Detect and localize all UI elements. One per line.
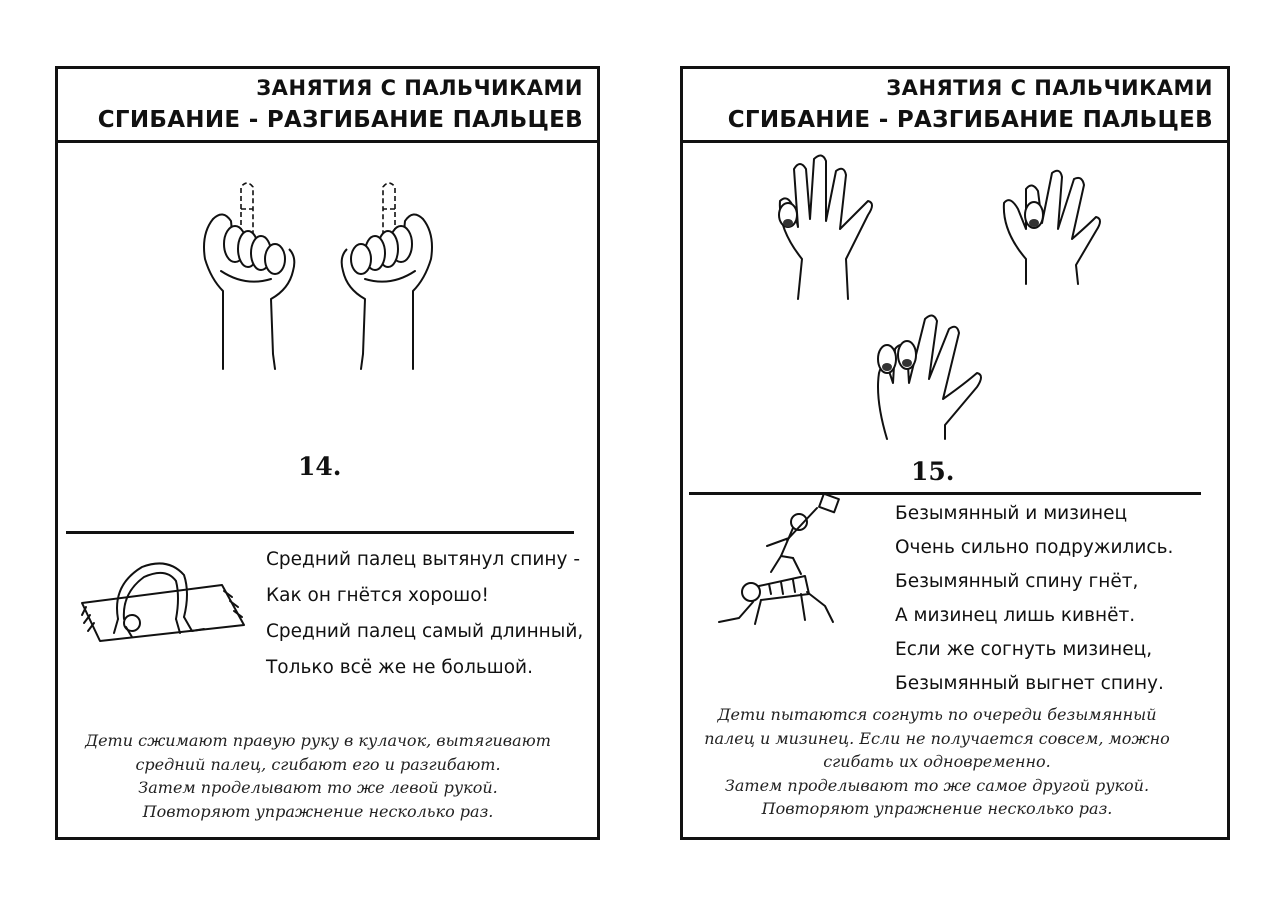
instruction-line: средний палец, сгибают его и разгибают. <box>135 754 501 774</box>
poem-line: Безымянный спину гнёт, <box>895 571 1139 592</box>
card-header <box>58 69 597 143</box>
right-fist-icon <box>342 183 432 369</box>
open-hand-icon <box>878 315 981 439</box>
poem-line: Как он гнётся хорошо! <box>266 585 489 606</box>
poem-line: А мизинец лишь кивнёт. <box>895 605 1136 626</box>
header-subtitle: СГИБАНИЕ - РАЗГИБАНИЕ ПАЛЬЦЕВ <box>727 107 1213 133</box>
instruction-text <box>58 729 578 823</box>
card-header <box>683 69 1227 143</box>
poem-line: Средний палец самый длинный, <box>266 621 584 642</box>
instruction-line: Повторяют упражнение несколько раз. <box>761 799 1113 818</box>
poem-block <box>895 497 1173 701</box>
open-hand-icon <box>779 155 872 299</box>
instruction-line: Повторяют упражнение несколько раз. <box>142 801 494 821</box>
gymnast-bridge-illustration <box>72 545 252 645</box>
poem-block <box>266 542 583 686</box>
poem-line: Безымянный выгнет спину. <box>895 673 1164 694</box>
fists-middle-finger-illustration <box>193 179 443 369</box>
poem-line: Безымянный и мизинец <box>895 503 1128 524</box>
hands-fingers-bent-illustration <box>768 149 1108 439</box>
header-title: ЗАНЯТИЯ С ПАЛЬЧИКАМИ <box>886 76 1213 100</box>
instruction-line: сгибать их одновременно. <box>823 752 1051 771</box>
poem-line: Если же согнуть мизинец, <box>895 639 1153 660</box>
header-subtitle: СГИБАНИЕ - РАЗГИБАНИЕ ПАЛЬЦЕВ <box>97 107 583 133</box>
instruction-line: Затем проделывают то же левой рукой. <box>138 778 498 797</box>
instruction-text <box>683 703 1191 821</box>
instruction-line: Дети пытаются согнуть по очереди безымянный <box>717 705 1157 724</box>
exercise-number: 14. <box>298 452 342 481</box>
section-divider <box>66 531 574 534</box>
poem-line: Только всё же не большой. <box>266 657 533 678</box>
instruction-line: Дети сжимают правую руку в кулачок, вытягивают <box>85 731 551 750</box>
exercise-card-14 <box>55 66 600 840</box>
left-fist-icon <box>204 183 294 369</box>
children-playing-illustration <box>709 494 879 634</box>
header-title: ЗАНЯТИЯ С ПАЛЬЧИКАМИ <box>256 76 583 100</box>
exercise-card-15 <box>680 66 1230 840</box>
exercise-number: 15. <box>911 457 955 486</box>
poem-line: Средний палец вытянул спину - <box>266 549 581 570</box>
open-hand-icon <box>1004 171 1100 284</box>
instruction-line: Затем проделывают то же самое другой рукой. <box>724 775 1150 795</box>
instruction-line: палец и мизинец. Если не получается совсем, можно <box>704 728 1170 748</box>
poem-line: Очень сильно подружились. <box>895 537 1174 558</box>
